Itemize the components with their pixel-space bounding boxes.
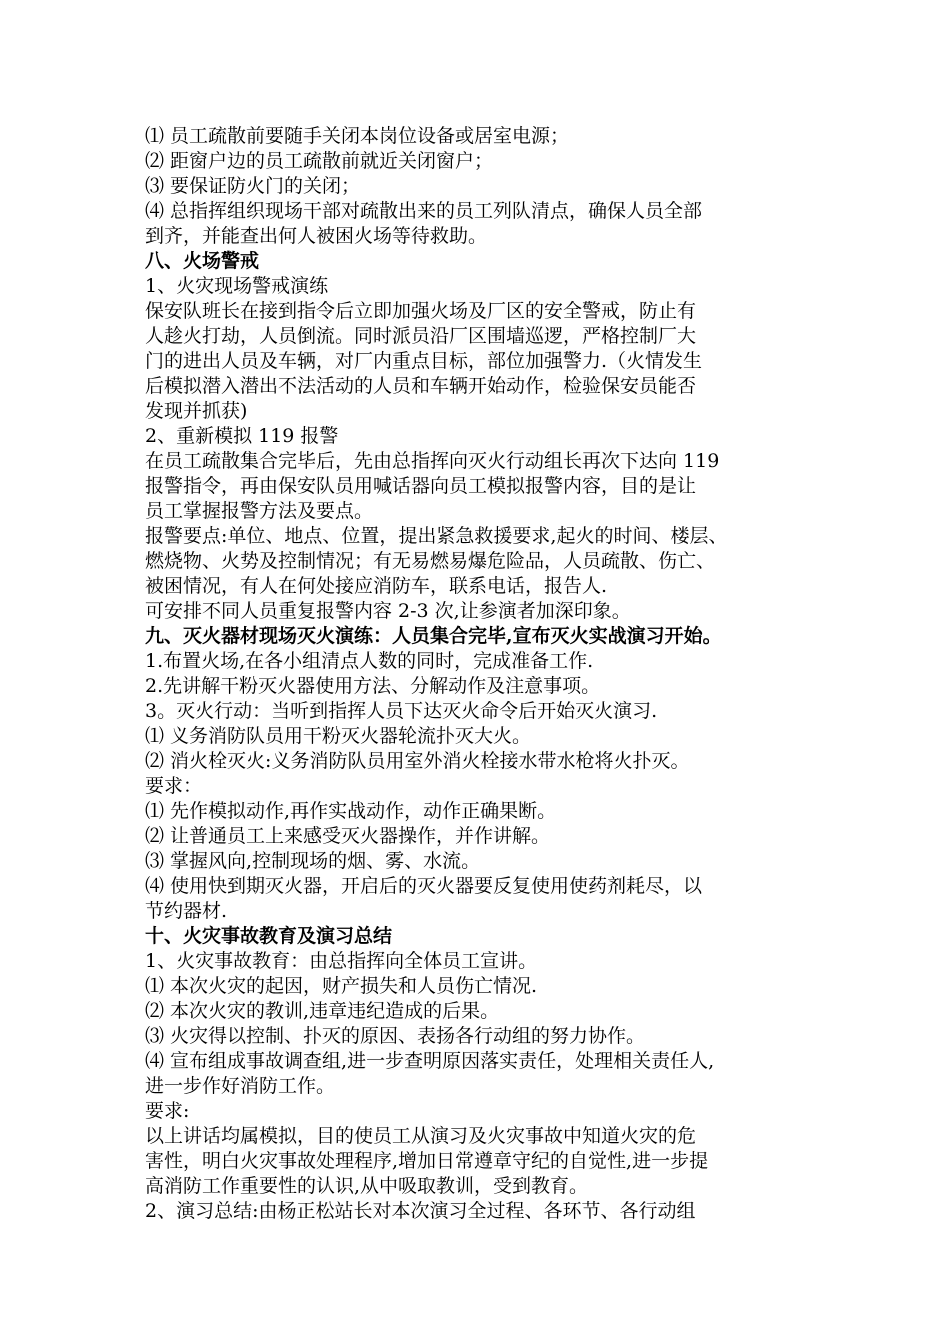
text-line: ⑷ 总指挥组织现场干部对疏散出来的员工列队清点，确保人员全部 [145,200,703,222]
text-line: 3。灭火行动：当听到指挥人员下达灭火命令后开始灭火演习. [145,700,658,722]
text-line: 被困情况，有人在何处接应消防车，联系电话，报告人. [145,575,608,597]
text-line: ⑵ 本次火灾的教训,违章违纪造成的后果。 [145,1000,500,1022]
text-line: 报警指令，再由保安队员用喊话器向员工模拟报警内容，目的是让 [145,475,697,497]
text-line: ⑴ 员工疏散前要随手关闭本岗位设备或居室电源； [145,125,570,147]
text-line: ⑷ 宣布组成事故调查组,进一步查明原因落实责任，处理相关责任人, [145,1050,715,1072]
text-line: 在员工疏散集合完毕后，先由总指挥向灭火行动组长再次下达向 119 [145,450,720,472]
text-line: ⑶ 要保证防火门的关闭； [145,175,361,197]
text-line: 节约器材. [145,900,228,922]
section-heading: 十、火灾事故教育及演习总结 [145,925,393,947]
text-line: 1、火灾事故教育：由总指挥向全体员工宣讲。 [145,950,538,972]
text-line: 员工掌握报警方法及要点。 [145,500,374,522]
text-line: 高消防工作重要性的认识,从中吸取教训，受到教育。 [145,1175,589,1197]
text-line: 以上讲话均属模拟，目的使员工从演习及火灾事故中知道火灾的危 [145,1125,697,1147]
text-line: ⑵ 让普通员工上来感受灭火器操作，并作讲解。 [145,825,551,847]
text-line: ⑴ 本次火灾的起因，财产损失和人员伤亡情况. [145,975,538,997]
document-page [145,124,825,1224]
text-line: ⑷ 使用快到期灭火器，开启后的灭火器要反复使用使药剂耗尽，以 [145,875,703,897]
text-line: 害性，明白火灾事故处理程序,增加日常遵章守纪的自觉性,进一步提 [145,1150,709,1172]
text-line: 进一步作好消防工作。 [145,1075,336,1097]
text-line: ⑴ 先作模拟动作,再作实战动作，动作正确果断。 [145,800,557,822]
text-line: ⑶ 掌握风向,控制现场的烟、雾、水流。 [145,850,481,872]
text-line: 门的进出人员及车辆，对厂内重点目标，部位加强警力.（火情发生 [145,350,703,372]
text-line: 2.先讲解干粉灭火器使用方法、分解动作及注意事项。 [145,675,601,697]
text-line: 发现并抓获) [145,400,248,422]
text-line: 报警要点:单位、地点、位置，提出紧急救援要求,起火的时间、楼层、 [145,525,728,547]
text-line: 可安排不同人员重复报警内容 2-3 次,让参演者加深印象。 [145,600,631,622]
text-line: 2、重新模拟 119 报警 [145,425,339,447]
text-line: 人趁火打劫，人员倒流。同时派员沿厂区围墙巡逻，严格控制厂大 [145,325,697,347]
text-line: 1.布置火场,在各小组清点人数的同时，完成准备工作. [145,650,594,672]
text-line: 燃烧物、火势及控制情况；有无易燃易爆危险品，人员疏散、伤亡、 [145,550,716,572]
text-line: ⑴ 义务消防队员用干粉灭火器轮流扑灭大火。 [145,725,532,747]
text-line: 要求: [145,1100,190,1122]
text-line: 要求： [145,775,203,797]
text-line: ⑶ 火灾得以控制、扑灭的原因、表扬各行动组的努力协作。 [145,1025,646,1047]
section-heading: 八、火场警戒 [145,250,260,272]
text-line: ⑵ 消火栓灭火:义务消防队员用室外消火栓接水带水枪将火扑灭。 [145,750,690,772]
text-line: 后模拟潜入潜出不法活动的人员和车辆开始动作，检验保安员能否 [145,375,697,397]
text-line: 1、火灾现场警戒演练 [145,275,329,297]
text-line: 到齐，并能查出何人被困火场等待救助。 [145,225,488,247]
text-line: 2、演习总结:由杨正松站长对本次演习全过程、各环节、各行动组 [145,1200,696,1222]
section-heading: 九、灭火器材现场灭火演练：人员集合完毕,宣布灭火实战演习开始。 [145,625,722,647]
text-line: 保安队班长在接到指令后立即加强火场及厂区的安全警戒，防止有 [145,300,697,322]
text-line: ⑵ 距窗户边的员工疏散前就近关闭窗户； [145,150,494,172]
